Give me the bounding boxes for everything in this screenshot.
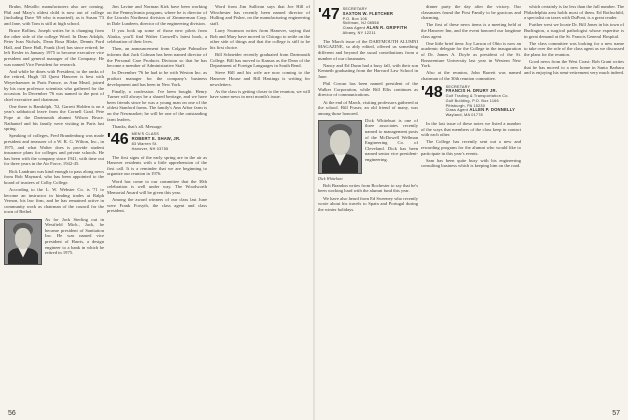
paragraph: Finally, a confession. I've been bought. Henry Turner will always be a shared heritage, and we have been friends since he was a young man on one of the oldest Stanford farms. The family's Ann Arbor farm is on the Newmarket; he will be one of the outstanding farm leaders.	[107, 88, 207, 122]
address-line: Hanover, NH 03755	[131, 146, 169, 151]
class-48-header	[421, 85, 521, 119]
class-47-header	[318, 7, 418, 36]
paragraph: Nancy and Ed Dunn had a busy fall, with their son Kenneth graduating from the Harvard Law School in June.	[318, 62, 418, 79]
secretary-name: FRANCIS H. DRURY JR.	[445, 88, 498, 94]
paragraph: Word from Jim Sullivan says that Joe Hill of Winchester has recently been named director of Hulling and Fisher, on the manufacturing engineering staff.	[210, 4, 310, 26]
paragraph: which certainly is far less than the full number. The Philadelphia area holds most of them. Ed Rothschild, a specialist on taxes with DuPont, is a great reader.	[524, 4, 624, 21]
left-column-2	[107, 4, 207, 406]
address-line: 83 Warren St.	[131, 142, 158, 147]
class-secretary-block	[343, 7, 407, 36]
paragraph: Then, an announcement from Colgate Palmolive informs that Jack Colman has been named director of the Personal Care Products Division so that he has become a member of Administrative Staff.	[107, 46, 207, 69]
paragraph: If you look up some of those new pilots from Alaska, you'll find Walter Conwell's latest book, a celebration of their lives.	[107, 27, 207, 45]
paragraph: Word has come to our committee that the 30th celebration is well under way. The Woodworth Memorial Award will be given this year.	[107, 178, 207, 195]
paragraph: Bruce Rollins, Joseph writes he is changing from the other side of the college Word. In Dean Adolph, Peter Ivan Nichols, Dean Rosa Blake, Dennis Ford Hall, and Dave Hall, Frank (Joe) has since retired; he left Kesler in January 1975 to become executive vice president and general manager of the Company. He was named Vice President for research.	[4, 27, 104, 67]
agent-address: Albany, NY 12211	[342, 30, 376, 35]
paragraph: Bill Schneider recently graduated from Dartmouth College. Bill has moved to Kansas as the Dean of the Department of Foreign Languages in South Bend.	[210, 51, 310, 69]
paragraph: And while he dines with President, to the ranks of the retired, Hugh '43 Quest Hanover is best with Weyerhaeuser in Paris France, as Ann Mead, joined by his own professor scientists who gathered for the occasion. In December '76 was named to the post of chief executive and chairman.	[4, 68, 104, 102]
right-column-1	[318, 4, 418, 406]
left-page-number: 56	[8, 410, 16, 417]
paragraph: Phil Cowan has been named president of the Walker Corporation, while Bill Ellis continues as director of communications.	[318, 81, 418, 98]
address-line: Pittsburgh, PA 15230	[445, 103, 486, 108]
paragraph: Dick Whitehurt is one of three associates recently named to management posts of the McDowell Wellman Engineering Co. of Cleveland. Dick has been named senior vice president-engineering.	[365, 117, 418, 163]
class-year: '48	[421, 83, 443, 101]
paragraph: Sam has been quite busy with his engineering consulting business which is keeping him on the road.	[421, 157, 521, 169]
address-line: P.O. Box 106	[342, 16, 368, 21]
class-year: '46	[107, 131, 129, 149]
paragraph: According to the L. W. Webster Co. is '71 to become an instructor in binding trades at Ralph Vernon, his law firm, and he has remained active in community work as chairman of the council for the town of Bethel.	[4, 186, 104, 215]
left-column-3	[210, 4, 310, 406]
paragraph: Bob Brandon writes from Rochester to say that he's been working hard with the alumni fund this year.	[318, 182, 418, 194]
paragraph: The first of these news items is a meeting held at the Hanover Inn, and the event honored our longtime class agent.	[421, 22, 521, 39]
class-secretary-block	[132, 132, 181, 151]
paragraph: As for Jack Sterling out in Westfield Mich., Jack, he became president of Sanitation Inc. He was named vice president of Harris, a design engineer to a bank in which he retired in 1975.	[45, 216, 104, 256]
inline-photo-block	[318, 118, 418, 176]
paragraph: Good news from the West Coast: Bob Grant writes that he has moved to a new home in Santa Barbara and is enjoying his semi-retirement very much indeed.	[524, 59, 624, 76]
right-page-number: 57	[612, 410, 620, 417]
address-line: Skillman, NJ 08558	[342, 21, 379, 26]
paragraph: The class committee was looking for a new name to take over the role of the class agent as we discussed the plans for the reunion.	[524, 40, 624, 57]
paragraph: Among the award winners of our class last June were Frank Forsyth, the class agent and class president.	[107, 196, 207, 214]
paragraph: Rick Landrum was kind enough to pass along news from Bob Maynard, who has been appointed to the board of trustees of Colby College.	[4, 168, 104, 185]
agent-name: ALAN R. GRIFFITH	[366, 25, 407, 31]
left-column-1	[4, 4, 104, 406]
inline-photo-block	[4, 217, 104, 267]
secretary-name: ROBERT E. SHAW, JR.	[131, 136, 181, 142]
paragraph: The March issue of the DARTMOUTH ALUMNI MAGAZINE, so ably edited, offered us something different and beyond the usual contributions from a number of our classmates.	[318, 38, 418, 61]
paragraph: Bruhn, Metallic manufacturers also are coming. Phil and Mary's oldest child is now out of college (including Dave '69 who is married), as is Susan '73 and Jane, with Tom is still at high school.	[4, 4, 104, 26]
section-label: SECRETARY	[445, 84, 471, 89]
class-46-header	[107, 132, 207, 151]
dick-whitehurt-photo	[318, 120, 362, 174]
paragraph: Larry Swanson writes from Hanover, saying that Bob and Mary have moved to Chicago to settle on the other side of things and that the college is still to be his first choice.	[210, 27, 310, 50]
paragraph: Speaking of colleges, Fred Brandenburg was made president and treasurer of a W. R. G. Wilton, Inc., in 1975, and what Walter does is provide student insurance plans for colleges and private schools. He has been with the company since 1941, with time out for three years in the Air Force, 1942-45.	[4, 133, 104, 167]
paragraph: One there is Randolph, '52, Garrett Holden is on a year's sabbatical leave from the Cornell Grad. Pete Pope at the Dartmouth alumni Wilson Bruce. Nathaniel and his family were visiting in Paris last spring.	[4, 103, 104, 132]
class-secretary-block	[446, 85, 515, 119]
paragraph: One little brief item: Joy Larson of Ohio is now an academic delegate for the College in the inauguration of Dr. James A. Doyle as president of the St. Bonaventure University last year in Western New York.	[421, 40, 521, 69]
paragraph: As the class is getting closer to the reunion, we will have some news in next month's issue.	[210, 88, 310, 100]
paragraph: Jim Lavine and Norman Kirk have been working on the Pennsylvania program, where he is director of the Lincoln Northeast division of Zimmerman Corp. in Dale Lundeen, director of the engineering division.	[107, 4, 207, 26]
paragraph: We have also heard from Ed Sweeney who recently wrote about his travels to Spain and Portugal during the winter holidays.	[318, 195, 418, 212]
paragraph: Thanks, that's all. Message.	[112, 123, 163, 129]
section-label: SECRETARY	[342, 7, 368, 11]
right-column-2	[421, 4, 521, 406]
class-year: '47	[318, 6, 340, 23]
secretary-name: SAXTON W. FLETCHER	[342, 10, 394, 16]
page-gutter	[313, 0, 315, 420]
paragraph: The first signs of the early spring are in the air as Hanover residents with a little apprehension of the first call. It is a reminder that we are beginning to organize our reunion in 1976.	[107, 154, 207, 177]
paragraph: Also at the reunion, John Barrett was named chairman of the 30th reunion committee.	[421, 70, 521, 81]
agent-label: Class Agent	[342, 26, 366, 31]
paragraph: dinner party the day after the victory. Our classmates found the First Family to be gracious and charming.	[421, 4, 521, 21]
agent-address: Wayland, MA 01778	[445, 113, 483, 118]
right-column-3	[524, 4, 624, 406]
paragraph: At the end of March, visiting professors gathered at the school. Bill Fraser, an old friend of many, was among those honored.	[318, 99, 418, 116]
classmate-portrait-photo	[4, 219, 42, 265]
paragraph: The College has recently sent out a new and rewarding program for the alumni who would like to participate in this year's events.	[421, 139, 521, 156]
paragraph: In the last issue of these notes we listed a number of the ways that members of the class keep in contact with each other.	[421, 121, 521, 138]
paragraph: In December '76 he had to be with Weston Inc. as product manager for the company's business development and has been in New York.	[107, 70, 207, 87]
address-line: Gulf Trading & Transportation Co.	[445, 94, 509, 99]
agent-name: ALLEN P. DONNELLY	[469, 107, 516, 113]
address-line: Gulf Building, P.O. Box 1166	[445, 98, 499, 103]
section-label: MEN'S CLASS	[131, 132, 160, 137]
agent-label: Class Agent	[445, 108, 469, 113]
photo-caption: Dick Whitehurt	[318, 175, 343, 181]
paragraph: Steve Hill and his wife are now coming to the Hanover House and Bill Hastings is writing for newsletters.	[210, 70, 310, 87]
paragraph: Further west we locate Dr. Bill Jones in his town of Burlington, a surgical pathologist whose expertise is in great demand at the St. Francis General Hospital.	[524, 22, 624, 39]
